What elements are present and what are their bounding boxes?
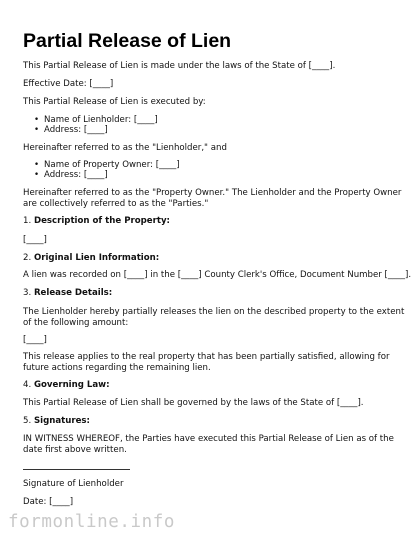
- section-number: 1.: [23, 216, 32, 226]
- watermark: formonline.info: [8, 512, 176, 532]
- owner-reference-line: Hereinafter referred to as the "Property Owner." The Lienholder and the Property Owner: [23, 188, 402, 198]
- section-heading-5: [23, 416, 90, 427]
- section-number: 4.: [23, 380, 32, 390]
- section-heading-3: [23, 288, 112, 299]
- witness-line: date first above written.: [23, 445, 127, 455]
- bullet-icon: •: [34, 160, 40, 170]
- section-title: Signatures:: [33, 416, 90, 426]
- lienholder-name: Name of Lienholder: [____]: [44, 115, 158, 125]
- release-line: of the following amount:: [23, 318, 129, 328]
- section-title: Description of the Property:: [33, 216, 170, 226]
- lien-info-text: A lien was recorded on [____] in the [____] County Clerk's Office, Document Number [____].: [23, 270, 412, 280]
- intro-text: This Partial Release of Lien is made under the laws of the State of [____].: [23, 61, 336, 71]
- section-number: 2.: [23, 253, 32, 263]
- document-title: Partial Release of Lien: [23, 30, 232, 52]
- owner-reference-line: are collectively referred to as the "Parties.": [23, 199, 209, 209]
- section-title: Original Lien Information:: [33, 253, 160, 263]
- owner-name: Name of Property Owner: [____]: [44, 160, 180, 170]
- applies-line: This release applies to the real property that has been partially satisfied, allowing for: [23, 352, 390, 362]
- section-heading-1: [23, 216, 170, 227]
- section-heading-4: [23, 380, 110, 391]
- witness-line: IN WITNESS WHEREOF, the Parties have executed this Partial Release of Lien as of the: [23, 434, 394, 444]
- lienholder-reference: Hereinafter referred to as the "Lienholder," and: [23, 143, 227, 153]
- signature-label: Signature of Lienholder: [23, 479, 124, 489]
- lienholder-address: Address: [____]: [44, 125, 108, 135]
- date-label: Date: [____]: [23, 497, 74, 507]
- bullet-icon: •: [34, 125, 40, 135]
- amount-blank: [____]: [23, 335, 47, 345]
- bullet-icon: •: [34, 115, 40, 125]
- bullet-icon: •: [34, 170, 40, 180]
- list-item: [34, 125, 108, 136]
- section-number: 5.: [23, 416, 32, 426]
- section-title: Governing Law:: [33, 380, 110, 390]
- section-number: 3.: [23, 288, 32, 298]
- signature-line: [23, 469, 130, 470]
- property-blank: [____]: [23, 235, 47, 245]
- section-title: Release Details:: [33, 288, 113, 298]
- governing-text: This Partial Release of Lien shall be governed by the laws of the State of [____].: [23, 398, 364, 408]
- effective-date: Effective Date: [____]: [23, 79, 114, 89]
- owner-address: Address: [____]: [44, 170, 108, 180]
- executed-by-text: This Partial Release of Lien is executed by:: [23, 97, 206, 107]
- list-item: [34, 170, 108, 181]
- section-heading-2: [23, 253, 159, 264]
- release-line: The Lienholder hereby partially releases the lien on the described property to the extent: [23, 307, 405, 317]
- applies-line: future actions regarding the remaining lien.: [23, 363, 211, 373]
